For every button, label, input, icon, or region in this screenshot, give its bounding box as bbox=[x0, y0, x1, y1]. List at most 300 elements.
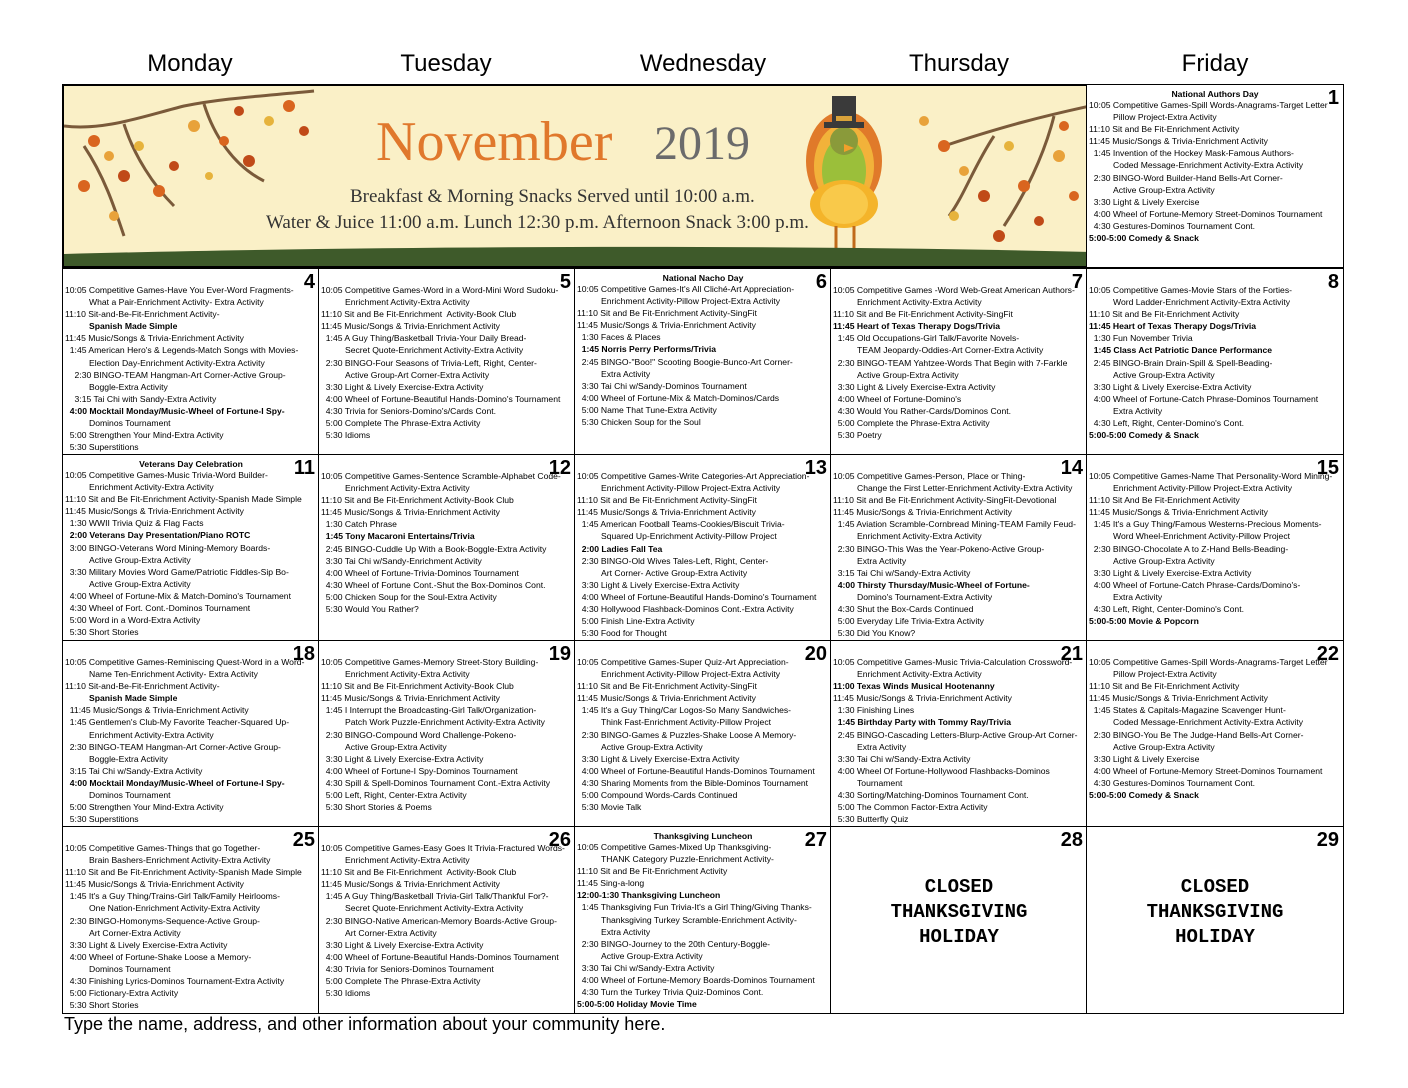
day-cell-18 bbox=[62, 640, 320, 827]
day-number: 26 bbox=[548, 829, 571, 851]
activity-item: 10:05 Competitive Games-Write Categories-Art Appreciation- bbox=[577, 471, 810, 481]
activity-item: 2:45 BINGO-"Boo!" Scooting Boogie-Bunco-Art Corner- bbox=[577, 356, 793, 367]
activity-item: Active Group-Art Corner-Extra Activity bbox=[345, 369, 490, 380]
activity-item: Active Group-Extra Activity bbox=[601, 741, 703, 752]
activity-item: 2:30 BINGO-Homonyms-Sequence-Active Group- bbox=[65, 915, 260, 926]
activity-item: 10:05 Competitive Games-Spill Words-Anagrams-Target Letter bbox=[1089, 657, 1328, 667]
activity-item: 5:00 Fictionary-Extra Activity bbox=[65, 988, 179, 999]
activity-item: Word Wheel-Enrichment Activity-Pillow Project bbox=[1113, 531, 1291, 542]
activity-item: Enrichment Activity-Extra Activity bbox=[89, 729, 214, 740]
day-event-title: National Nacho Day bbox=[662, 273, 744, 283]
activity-item: 10:05 Competitive Games-Reminiscing Quest-Word in a Word- bbox=[65, 657, 305, 667]
activity-item: 11:10 Sit and Be Fit-Enrichment Activity-Book Club bbox=[321, 309, 517, 320]
activity-item: 10:05 Competitive Games-Person, Place or Thing- bbox=[833, 471, 1026, 481]
activity-item: Boggle-Extra Activity bbox=[89, 381, 168, 392]
activity-item: 3:30 Light & Lively Exercise bbox=[1089, 753, 1200, 764]
day-cell-13 bbox=[574, 454, 832, 641]
activity-item: 3:30 Tai Chi w/Sandy-Extra Activity bbox=[833, 753, 971, 764]
day-cell-21 bbox=[830, 640, 1088, 827]
activity-list bbox=[1089, 470, 1341, 627]
activity-item: 1:45 A Guy Thing/Basketball Trivia-Your Daily Bread- bbox=[321, 333, 527, 344]
activity-item: Pillow Project-Extra Activity bbox=[1113, 669, 1217, 680]
activity-list bbox=[65, 656, 317, 825]
banner-year: 2019 bbox=[654, 117, 750, 170]
activity-item: Enrichment Activity-Extra Activity bbox=[345, 297, 470, 308]
activity-item: 3:15 Tai Chi w/Sandy-Extra Activity bbox=[65, 765, 203, 776]
activity-item: One Nation-Enrichment Activity-Extra Activity bbox=[89, 903, 260, 914]
activity-item: 5:00 Strengthen Your Mind-Extra Activity bbox=[65, 430, 224, 441]
activity-item: 1:45 It's a Guy Thing/Trains-Girl Talk/Family Heirlooms- bbox=[65, 891, 280, 902]
activity-item: 2:45 BINGO-Brain Drain-Spill & Spell-Beading- bbox=[1089, 357, 1273, 368]
closed-notice-line: THANKSGIVING bbox=[890, 901, 1028, 923]
activity-item: 3:30 Tai Chi w/Sandy-Extra Activity bbox=[577, 962, 715, 973]
activity-item: Extra Activity bbox=[601, 926, 651, 937]
activity-list bbox=[577, 470, 829, 639]
activity-item: 3:30 Tai Chi w/Sandy-Enrichment Activity bbox=[321, 555, 482, 566]
activity-item: 4:30 Gestures-Dominos Tournament Cont. bbox=[1089, 220, 1256, 231]
activity-item: 10:05 Competitive Games-Sentence Scramble-Alphabet Code- bbox=[321, 471, 561, 481]
activity-item: 11:10 Sit and Be Fit-Enrichment Activity bbox=[1089, 309, 1240, 320]
activity-item: Extra Activity bbox=[1113, 405, 1163, 416]
day-cell-19 bbox=[318, 640, 576, 827]
activity-item: 2:30 BINGO-Games & Puzzles-Shake Loose A Memory- bbox=[577, 729, 797, 740]
activity-item: 5:30 Did You Know? bbox=[833, 628, 916, 639]
activity-list bbox=[321, 656, 573, 813]
activity-item: 11:10 Sit-and-Be-Fit-Enrichment Activity- bbox=[65, 309, 220, 320]
activity-list bbox=[65, 284, 317, 453]
activity-item: 11:45 Music/Songs & Trivia-Enrichment Activity bbox=[833, 507, 1012, 518]
activity-item: 5:30 Chicken Soup for the Soul bbox=[577, 417, 701, 428]
activity-item: Word Ladder-Enrichment Activity-Extra Activity bbox=[1113, 297, 1291, 308]
activity-item: 4:00 Wheel of Fortune-Beautiful Hands-Domino's Tournament bbox=[321, 393, 561, 404]
activity-item: Dominos Tournament bbox=[89, 963, 171, 974]
activity-item: 11:45 Music/Songs & Trivia-Enrichment Activity bbox=[833, 693, 1012, 704]
activity-item: Secret Quote-Enrichment Activity-Extra Activity bbox=[345, 345, 524, 356]
closed-notice-line: CLOSED bbox=[1180, 876, 1250, 898]
activity-item: Enrichment Activity-Extra Activity bbox=[857, 531, 982, 542]
activity-list bbox=[833, 470, 1085, 639]
activity-item: Tournament bbox=[857, 777, 903, 788]
activity-item: 1:30 Faces & Places bbox=[577, 332, 661, 343]
activity-item: 11:10 Sit and Be Fit-Enrichment Activity-SingFit bbox=[577, 495, 757, 506]
activity-item: 5:30 Butterfly Quiz bbox=[833, 814, 909, 825]
day-number: 13 bbox=[804, 457, 827, 479]
activity-item: Active Group-Extra Activity bbox=[89, 554, 191, 565]
activity-item: Dominos Tournament bbox=[89, 790, 171, 801]
day-number: 21 bbox=[1060, 643, 1083, 665]
day-cell-1 bbox=[1086, 84, 1344, 268]
activity-item: Enrichment Activity-Pillow Project-Extra Activity bbox=[1113, 483, 1293, 494]
activity-item: Spanish Made Simple bbox=[89, 693, 178, 704]
activity-list bbox=[65, 469, 317, 638]
activity-item: 2:30 BINGO-Chocolate A to Z-Hand Bells-Beading- bbox=[1089, 543, 1289, 554]
activity-item: 4:30 Wheel of Fortune Cont.-Shut the Box-Dominos Cont. bbox=[321, 579, 546, 590]
activity-item: Active Group-Extra Activity bbox=[345, 741, 447, 752]
activity-item: Thanksgiving Turkey Scramble-Enrichment Activity- bbox=[601, 914, 797, 925]
activity-item: 1:30 WWII Trivia Quiz & Flag Facts bbox=[65, 518, 204, 529]
activity-item: 4:30 Trivia for Seniors-Dominos Tournament bbox=[321, 963, 494, 974]
activity-item: 11:10 Sit and Be Fit-Enrichment Activity-Book Club bbox=[321, 681, 514, 692]
day-cell-15 bbox=[1086, 454, 1344, 641]
activity-item: 4:00 Wheel of Fortune-Catch Phrase-Cards/Domino's- bbox=[1089, 579, 1301, 590]
day-number: 19 bbox=[548, 643, 571, 665]
day-number: 18 bbox=[292, 643, 315, 665]
activity-item: 5:00 Chicken Soup for the Soul-Extra Activity bbox=[321, 591, 497, 602]
activity-item: 10:05 Competitive Games-Have You Ever-Word Fragments- bbox=[65, 285, 294, 295]
activity-item: 1:45 Invention of the Hockey Mask-Famous Authors- bbox=[1089, 148, 1294, 159]
day-number: 25 bbox=[292, 829, 315, 851]
activity-item: 11:45 Heart of Texas Therapy Dogs/Trivia bbox=[1089, 321, 1257, 332]
activity-item: 4:00 Wheel of Fortune-Shake Loose a Memory- bbox=[65, 951, 252, 962]
activity-item: 10:05 Competitive Games-Spill Words-Anagrams-Target Letter bbox=[1089, 100, 1328, 110]
activity-item: 1:45 American Hero's & Legends-Match Songs with Movies- bbox=[65, 345, 299, 356]
activity-item: 5:30 Short Stories bbox=[65, 627, 139, 638]
day-cell-4 bbox=[62, 268, 320, 455]
activity-list bbox=[833, 656, 1085, 825]
activity-item: 11:10 Sit and Be Fit-Enrichment Activity-SingFit bbox=[577, 308, 757, 319]
activity-item: 11:10 Sit and Be Fit-Enrichment Activity-SingFit bbox=[833, 309, 1013, 320]
activity-item: Election Day-Enrichment Activity-Extra Activity bbox=[89, 357, 265, 368]
activity-item: 3:30 Light & Lively Exercise bbox=[1089, 196, 1200, 207]
activity-item: 5:00-5:00 Comedy & Snack bbox=[1089, 430, 1199, 441]
activity-item: 2:30 BINGO-Word Builder-Hand Bells-Art Corner- bbox=[1089, 172, 1283, 183]
activity-item: Art Corner-Extra Activity bbox=[89, 927, 181, 938]
day-event-title: Thanksgiving Luncheon bbox=[653, 831, 753, 841]
activity-item: 4:00 Wheel of Fortune-Beautiful Hands-Dominos Tournament bbox=[321, 951, 559, 962]
weekday-monday: Monday bbox=[147, 50, 233, 77]
activity-item: 11:45 Music/Songs & Trivia-Enrichment Activity bbox=[65, 705, 249, 716]
activity-item: Enrichment Activity-Extra Activity bbox=[345, 669, 470, 680]
activity-item: 5:00 Name That Tune-Extra Activity bbox=[577, 404, 717, 415]
activity-list bbox=[1089, 99, 1341, 244]
day-cell-8 bbox=[1086, 268, 1344, 455]
activity-item: 11:45 Music/Songs & Trivia-Enrichment Activity bbox=[321, 693, 500, 704]
activity-item: 2:00 Ladies Fall Tea bbox=[577, 543, 663, 554]
day-number: 7 bbox=[1071, 271, 1083, 293]
activity-item: 4:30 Shut the Box-Cards Continued bbox=[833, 604, 974, 615]
activity-list bbox=[321, 284, 573, 441]
day-number: 12 bbox=[548, 457, 571, 479]
day-cell-20 bbox=[574, 640, 832, 827]
activity-item: 4:30 Sharing Moments from the Bible-Dominos Tournament bbox=[577, 777, 809, 788]
day-cell-26 bbox=[318, 826, 576, 1014]
activity-item: 10:05 Competitive Games-Movie Stars of the Forties- bbox=[1089, 285, 1292, 295]
activity-item: 1:45 Old Occupations-Girl Talk/Favorite Novels- bbox=[833, 333, 1020, 344]
activity-item: 10:05 Competitive Games-Memory Street-Story Building- bbox=[321, 657, 539, 667]
activity-item: Extra Activity bbox=[601, 368, 651, 379]
activity-list bbox=[1089, 284, 1341, 441]
activity-item: Coded Message-Enrichment Activity-Extra Activity bbox=[1113, 717, 1304, 728]
activity-item: 2:30 BINGO-Compound Word Challenge-Pokeno- bbox=[321, 729, 517, 740]
activity-item: THANK Category Puzzle-Enrichment Activity- bbox=[601, 854, 774, 865]
activity-list bbox=[833, 284, 1085, 441]
day-number: 22 bbox=[1316, 643, 1339, 665]
activity-item: 4:30 Gestures-Dominos Tournament Cont. bbox=[1089, 777, 1256, 788]
banner-line-2: Water & Juice 11:00 a.m. Lunch 12:30 p.m. Afternoon Snack 3:00 p.m. bbox=[266, 212, 809, 233]
day-number: 29 bbox=[1316, 829, 1339, 851]
activity-item: 11:10 Sit and Be Fit-Enrichment Activity-Book Club bbox=[321, 867, 517, 878]
activity-item: 3:30 Light & Lively Exercise-Extra Activity bbox=[321, 939, 484, 950]
weekday-tuesday: Tuesday bbox=[400, 50, 492, 77]
activity-item: Enrichment Activity-Pillow Project-Extra Activity bbox=[601, 669, 781, 680]
activity-item: 4:00 Wheel of Fortune-Trivia-Dominos Tournament bbox=[321, 567, 519, 578]
activity-item: 4:00 Wheel of Fortune-Catch Phrase-Dominos Tournament bbox=[1089, 393, 1319, 404]
month-banner bbox=[62, 84, 1088, 268]
activity-item: 5:00 Word in a Word-Extra Activity bbox=[65, 615, 201, 626]
activity-item: 11:45 Music/Songs & Trivia-Enrichment Activity bbox=[577, 693, 756, 704]
closed-notice-line: THANKSGIVING bbox=[1146, 901, 1284, 923]
activity-item: 11:45 Music/Songs & Trivia-Enrichment Activity bbox=[321, 879, 500, 890]
activity-item: 3:30 Light & Lively Exercise-Extra Activity bbox=[833, 381, 996, 392]
activity-item: 3:00 BINGO-Veterans Word Mining-Memory Boards- bbox=[65, 542, 271, 553]
activity-item: Squared Up-Enrichment Activity-Pillow Project bbox=[601, 531, 777, 542]
activity-item: 3:15 Tai Chi with Sandy-Extra Activity bbox=[65, 393, 217, 404]
activity-item: 2:30 BINGO-This Was the Year-Pokeno-Active Group- bbox=[833, 543, 1045, 554]
activity-item: 4:30 Finishing Lyrics-Dominos Tournament-Extra Activity bbox=[65, 976, 285, 987]
day-cell-7 bbox=[830, 268, 1088, 455]
activity-item: 4:00 Wheel of Fortune-Beautiful Hands-Dominos Tournament bbox=[577, 765, 815, 776]
activity-item: 3:30 Light & Lively Exercise-Extra Activity bbox=[577, 753, 740, 764]
activity-item: Enrichment Activity-Extra Activity bbox=[857, 669, 982, 680]
activity-item: 4:00 Thirsty Thursday/Music-Wheel of Fortune- bbox=[833, 579, 1030, 590]
activity-item: 1:45 Class Act Patriotic Dance Performance bbox=[1089, 345, 1273, 356]
activity-item: 11:10 Sit and Be Fit-Enrichment Activity-SingFit bbox=[577, 681, 757, 692]
activity-item: 5:00-5:00 Holiday Movie Time bbox=[577, 999, 697, 1010]
day-number: 28 bbox=[1060, 829, 1083, 851]
activity-item: 1:45 It's a Guy Thing/Famous Westerns-Precious Moments- bbox=[1089, 519, 1322, 530]
activity-item: 11:10 Sit and Be Fit-Enrichment Activity bbox=[1089, 681, 1240, 692]
day-number: 20 bbox=[804, 643, 827, 665]
activity-item: 11:45 Music/Songs & Trivia-Enrichment Activity bbox=[1089, 693, 1268, 704]
activity-list bbox=[321, 470, 573, 615]
activity-item: Enrichment Activity-Extra Activity bbox=[345, 855, 470, 866]
activity-item: 10:05 Competitive Games-Word in a Word-Mini Word Sudoku- bbox=[321, 285, 559, 295]
activity-item: 11:45 Music/Songs & Trivia-Enrichment Activity bbox=[577, 507, 756, 518]
activity-item: 2:00 Veterans Day Presentation/Piano ROTC bbox=[65, 530, 251, 541]
activity-item: 4:30 Spill & Spell-Dominos Tournament Cont.-Extra Activity bbox=[321, 777, 551, 788]
activity-item: 11:00 Texas Winds Musical Hootenanny bbox=[833, 681, 995, 692]
activity-item: 4:00 Wheel of Fortune-Memory Street-Dominos Tournament bbox=[1089, 765, 1323, 776]
activity-item: 5:30 Superstitions bbox=[65, 442, 139, 453]
activity-item: 3:30 Light & Lively Exercise-Extra Activity bbox=[321, 753, 484, 764]
activity-item: 5:00-5:00 Movie & Popcorn bbox=[1089, 616, 1199, 627]
activity-item: 1:30 Finishing Lines bbox=[833, 705, 915, 716]
activity-item: 11:10 Sit and Be Fit-Enrichment Activity bbox=[577, 866, 728, 877]
activity-item: 3:30 Light & Lively Exercise-Extra Activity bbox=[1089, 381, 1252, 392]
activity-item: 10:05 Competitive Games -Word Web-Great American Authors- bbox=[833, 285, 1075, 295]
activity-item: Dominos Tournament bbox=[89, 418, 171, 429]
activity-item: Boggle-Extra Activity bbox=[89, 753, 168, 764]
activity-item: 1:45 American Football Teams-Cookies/Biscuit Trivia- bbox=[577, 519, 785, 530]
activity-item: Enrichment Activity-Extra Activity bbox=[345, 483, 470, 494]
activity-item: Domino's Tournament-Extra Activity bbox=[857, 591, 993, 602]
activity-item: 2:30 BINGO-Four Seasons of Trivia-Left, Right, Center- bbox=[321, 357, 537, 368]
activity-item: Active Group-Extra Activity bbox=[1113, 741, 1215, 752]
activity-item: 11:45 Music/Songs & Trivia-Enrichment Activity bbox=[65, 333, 244, 344]
activity-item: 3:30 Military Movies Word Game/Patriotic Fiddles-Sip Bo- bbox=[65, 566, 289, 577]
day-number: 15 bbox=[1316, 457, 1339, 479]
activity-item: 12:00-1:30 Thanksgiving Luncheon bbox=[577, 890, 721, 901]
activity-item: 5:00-5:00 Comedy & Snack bbox=[1089, 233, 1199, 244]
activity-item: 1:45 Thanksgiving Fun Trivia-It's a Girl Thing/Giving Thanks- bbox=[577, 902, 812, 913]
activity-item: 5:00 Complete The Phrase-Extra Activity bbox=[321, 418, 481, 429]
banner-line-1: Breakfast & Morning Snacks Served until 10:00 a.m. bbox=[350, 186, 755, 207]
day-cell-25 bbox=[62, 826, 320, 1014]
activity-item: 10:05 Competitive Games-Things that go Together- bbox=[65, 843, 261, 853]
activity-item: 5:00 Strengthen Your Mind-Extra Activity bbox=[65, 802, 224, 813]
activity-item: 1:30 Catch Phrase bbox=[321, 519, 397, 530]
activity-item: 1:45 Norris Perry Performs/Trivia bbox=[577, 344, 717, 355]
activity-item: 1:45 Birthday Party with Tommy Ray/Trivia bbox=[833, 717, 1011, 728]
activity-item: 4:30 Hollywood Flashback-Dominos Cont.-Extra Activity bbox=[577, 604, 794, 615]
activity-item: 3:30 Light & Lively Exercise-Extra Activity bbox=[1089, 567, 1252, 578]
activity-item: 5:30 Poetry bbox=[833, 430, 882, 441]
activity-item: Active Group-Extra Activity bbox=[1113, 184, 1215, 195]
activity-item: Extra Activity bbox=[1113, 591, 1163, 602]
activity-item: TEAM Jeopardy-Oddies-Art Corner-Extra Activity bbox=[857, 345, 1044, 356]
activity-item: 1:30 Fun November Trivia bbox=[1089, 333, 1193, 344]
activity-item: 11:10 Sit and Be Fit-Enrichment Activity bbox=[1089, 124, 1240, 135]
activity-item: Extra Activity bbox=[857, 555, 907, 566]
activity-item: Active Group-Extra Activity bbox=[857, 369, 959, 380]
activity-item: 10:05 Competitive Games-Name That Personality-Word Mining- bbox=[1089, 471, 1333, 481]
activity-item: 4:00 Wheel of Fortune-Memory Street-Dominos Tournament bbox=[1089, 208, 1323, 219]
activity-item: 5:00 Left, Right, Center-Extra Activity bbox=[321, 790, 467, 801]
activity-item: Enrichment Activity-Pillow Project-Extra Activity bbox=[601, 296, 781, 307]
day-number: 4 bbox=[303, 271, 315, 293]
activity-item: 3:15 Tai Chi w/Sandy-Extra Activity bbox=[833, 567, 971, 578]
activity-item: 5:00 Everyday Life Trivia-Extra Activity bbox=[833, 616, 984, 627]
closed-notice-line: HOLIDAY bbox=[1175, 926, 1255, 948]
activity-item: 4:00 Wheel of Fortune-Mix & Match-Dominos/Cards bbox=[577, 392, 780, 403]
activity-item: 11:10 Sit and Be Fit-Enrichment Activity-SingFit-Devotional bbox=[833, 495, 1057, 506]
activity-item: 11:45 Music/Songs & Trivia-Enrichment Activity bbox=[65, 879, 244, 890]
activity-item: 5:30 Would You Rather? bbox=[321, 604, 419, 615]
activity-item: 5:30 Idioms bbox=[321, 430, 371, 441]
weekday-thursday: Thursday bbox=[908, 50, 1010, 77]
activity-list bbox=[577, 656, 829, 813]
activity-item: 2:30 BINGO-Native American-Memory Boards-Active Group- bbox=[321, 915, 557, 926]
activity-list bbox=[321, 842, 573, 999]
day-number: 5 bbox=[559, 271, 571, 293]
activity-item: 1:45 Tony Macaroni Entertains/Trivia bbox=[321, 531, 475, 542]
activity-item: 4:30 Sorting/Matching-Dominos Tournament Cont. bbox=[833, 790, 1029, 801]
day-cell-29 bbox=[1086, 826, 1344, 1014]
activity-item: Enrichment Activity-Extra Activity bbox=[857, 297, 982, 308]
activity-item: Coded Message-Enrichment Activity-Extra Activity bbox=[1113, 160, 1304, 171]
footer-community-info: Type the name, address, and other information about your community here. bbox=[64, 1014, 666, 1034]
activity-item: 1:45 States & Capitals-Magazine Scavenger Hunt- bbox=[1089, 705, 1286, 716]
activity-item: 4:30 Turn the Turkey Trivia Quiz-Dominos Cont. bbox=[577, 987, 764, 998]
activity-item: 3:30 Tai Chi w/Sandy-Dominos Tournament bbox=[577, 380, 747, 391]
day-cell-11 bbox=[62, 454, 320, 641]
activity-item: 1:45 Aviation Scramble-Cornbread Mining-TEAM Family Feud- bbox=[833, 519, 1076, 530]
activity-item: 2:30 BINGO-Journey to the 20th Century-Boggle- bbox=[577, 938, 770, 949]
activity-item: Spanish Made Simple bbox=[89, 321, 178, 332]
activity-item: 2:30 BINGO-TEAM Hangman-Art Corner-Active Group- bbox=[65, 369, 286, 380]
activity-list bbox=[577, 841, 829, 1010]
activity-item: 3:30 Light & Lively Exercise-Extra Activity bbox=[65, 939, 228, 950]
banner-month: November bbox=[376, 111, 613, 173]
activity-item: Art Corner-Extra Activity bbox=[345, 927, 437, 938]
activity-item: 1:45 It's a Guy Thing/Car Logos-So Many Sandwiches- bbox=[577, 705, 792, 716]
closed-notice bbox=[831, 875, 1087, 950]
activity-item: 5:30 Short Stories bbox=[65, 1000, 139, 1011]
day-number: 6 bbox=[815, 271, 827, 293]
activity-item: 11:45 Sing-a-long bbox=[577, 878, 645, 889]
activity-item: 10:05 Competitive Games-Mixed Up Thanksgiving- bbox=[577, 842, 772, 852]
activity-item: Pillow Project-Extra Activity bbox=[1113, 112, 1217, 123]
activity-item: 10:05 Competitive Games-It's All Cliché-Art Appreciation- bbox=[577, 284, 795, 294]
activity-item: 3:30 Light & Lively Exercise-Extra Activity bbox=[577, 579, 740, 590]
activity-item: 4:00 Wheel of Fortune-Memory Boards-Dominos Tournament bbox=[577, 975, 815, 986]
activity-item: 10:05 Competitive Games-Easy Goes It Trivia-Fractured Words- bbox=[321, 843, 565, 853]
activity-item: 11:10 Sit and Be Fit-Enrichment Activity-Spanish Made Simple bbox=[65, 867, 302, 878]
activity-item: 1:45 A Guy Thing/Basketball Trivia-Girl Talk/Thankful For?- bbox=[321, 891, 549, 902]
activity-item: 11:10 Sit and Be Fit-Enrichment Activity-Book Club bbox=[321, 495, 514, 506]
activity-item: 1:45 I Interrupt the Broadcasting-Girl Talk/Organization- bbox=[321, 705, 537, 716]
activity-item: Patch Work Puzzle-Enrichment Activity-Extra Activity bbox=[345, 717, 545, 728]
activity-item: 4:30 Left, Right, Center-Domino's Cont. bbox=[1089, 604, 1244, 615]
activity-item: 4:00 Mocktail Monday/Music-Wheel of Fortune-I Spy- bbox=[65, 405, 285, 416]
activity-item: 2:30 BINGO-TEAM Yahtzee-Words That Begin with 7-Farkle bbox=[833, 357, 1068, 368]
activity-item: 2:45 BINGO-Cuddle Up With a Book-Boggle-Extra Activity bbox=[321, 543, 547, 554]
activity-item: 5:00-5:00 Comedy & Snack bbox=[1089, 790, 1199, 801]
activity-item: 4:00 Wheel of Fortune-I Spy-Dominos Tournament bbox=[321, 765, 518, 776]
activity-item: 10:05 Competitive Games-Super Quiz-Art Appreciation- bbox=[577, 657, 789, 667]
day-cell-5 bbox=[318, 268, 576, 455]
activity-item: 11:45 Heart of Texas Therapy Dogs/Trivia bbox=[833, 321, 1001, 332]
activity-item: 5:30 Superstitions bbox=[65, 814, 139, 825]
day-cell-28 bbox=[830, 826, 1088, 1014]
day-cell-6 bbox=[574, 268, 832, 455]
activity-item: 11:10 Sit-and-Be-Fit-Enrichment Activity- bbox=[65, 681, 220, 692]
weekday-wednesday: Wednesday bbox=[639, 50, 767, 77]
activity-item: Active Group-Extra Activity bbox=[601, 950, 703, 961]
activity-list bbox=[577, 283, 829, 428]
activity-item: Change the First Letter-Enrichment Activity-Extra Activity bbox=[857, 483, 1073, 494]
activity-item: Name Ten-Enrichment Activity- Extra Activity bbox=[89, 669, 258, 680]
activity-item: Extra Activity bbox=[857, 741, 907, 752]
day-number: 11 bbox=[293, 457, 315, 479]
activity-item: Active Group-Extra Activity bbox=[89, 578, 191, 589]
activity-item: 4:00 Wheel Of Fortune-Hollywood Flashbacks-Dominos bbox=[833, 765, 1050, 776]
activity-item: Think Fast-Enrichment Activity-Pillow Project bbox=[601, 717, 772, 728]
activity-item: 11:10 Sit and Be Fit-Enrichment Activity-Spanish Made Simple bbox=[65, 494, 302, 505]
activity-item: Enrichment Activity-Extra Activity bbox=[89, 482, 214, 493]
activity-item: 2:30 BINGO-You Be The Judge-Hand Bells-Art Corner- bbox=[1089, 729, 1304, 740]
activity-item: 2:30 BINGO-Old Wives Tales-Left, Right, Center- bbox=[577, 555, 769, 566]
activity-list bbox=[65, 842, 317, 1011]
activity-item: 5:00 Complete the Phrase-Extra Activity bbox=[833, 418, 990, 429]
activity-item: 11:45 Music/Songs & Trivia-Enrichment Activity bbox=[65, 506, 244, 517]
activity-item: Active Group-Extra Activity bbox=[1113, 369, 1215, 380]
activity-item: 11:45 Music/Songs & Trivia-Enrichment Activity bbox=[321, 321, 500, 332]
activity-item: 4:00 Wheel of Fortune-Mix & Match-Domino's Tournament bbox=[65, 590, 291, 601]
activity-item: Art Corner- Active Group-Extra Activity bbox=[601, 567, 748, 578]
activity-item: 2:30 BINGO-TEAM Hangman-Art Corner-Active Group- bbox=[65, 741, 281, 752]
day-cell-14 bbox=[830, 454, 1088, 641]
closed-notice-line: CLOSED bbox=[924, 876, 994, 898]
activity-item: Active Group-Extra Activity bbox=[1113, 555, 1215, 566]
activity-item: 4:30 Wheel of Fort. Cont.-Dominos Tournament bbox=[65, 603, 251, 614]
activity-item: 4:00 Wheel of Fortune-Beautiful Hands-Domino's Tournament bbox=[577, 591, 817, 602]
turkey-icon bbox=[806, 96, 882, 248]
activity-item: 11:45 Music/Songs & Trivia-Enrichment Activity bbox=[321, 507, 500, 518]
day-cell-12 bbox=[318, 454, 576, 641]
activity-item: 5:00 The Common Factor-Extra Activity bbox=[833, 802, 988, 813]
day-event-title: National Authors Day bbox=[1171, 89, 1259, 99]
